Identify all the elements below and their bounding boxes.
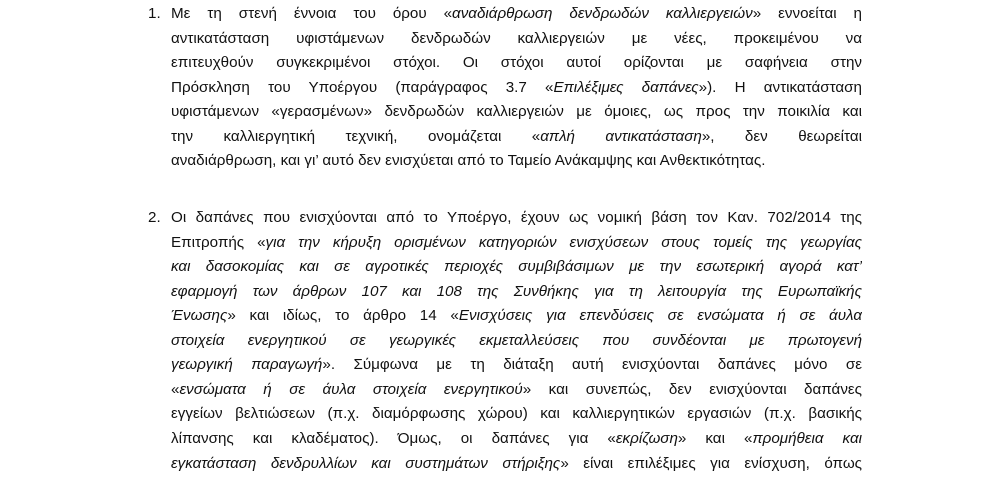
paragraph-line (171, 76, 862, 101)
text-run: επιτευχθούν συγκεκριμένοι στόχοι. Οι στόχοι αυτοί ορίζονται με σαφήνεια στην (171, 54, 862, 72)
text-run: ». Σύμφωνα με τη διάταξη αυτή ενισχύονται δαπάνες μόνο σε (322, 356, 862, 374)
paragraph-line (171, 378, 862, 403)
paragraph-line (171, 255, 862, 280)
text-run: « (171, 380, 180, 398)
text-run: » και συνεπώς, δεν ενισχύονται δαπάνες (522, 380, 862, 398)
paragraph-line (171, 51, 862, 76)
italic-text: εκρίζωση (615, 429, 678, 447)
italic-text: για την κήρυξη ορισμένων κατηγοριών ενισχύσεων στους τομείς της γεωργίας (265, 233, 862, 251)
paragraph-line (171, 2, 862, 27)
text-run: υφιστάμενων «γερασμένων» δενδρωδών καλλιεργειών με όμοιες, ως προς την ποικιλία και (171, 103, 862, 121)
text-run: » και ιδίως, το άρθρο 14 « (227, 307, 459, 325)
text-run: αναδιάρθρωση, και γι’ αυτό δεν ενισχύεται από το Ταμείο Ανάκαμψης και Ανθεκτικότητας. (171, 152, 766, 170)
text-run: εγγείων βελτιώσεων (π.χ. διαμόρφωσης χώρου) και καλλιεργητικών εργασιών (π.χ. βασικής (171, 405, 862, 423)
text-run: » είναι επιλέξιμες για ενίσχυση, όπως (560, 454, 862, 472)
paragraph-line (171, 427, 862, 452)
paragraph-line (171, 27, 862, 52)
paragraph-line (171, 149, 862, 174)
text-run: την καλλιεργητική τεχνική, ονομάζεται « (171, 127, 541, 145)
italic-text: εφαρμογή των άρθρων 107 και 108 της Συνθήκης για τη λειτουργία της Ευρωπαϊκής (171, 282, 862, 300)
italic-text: Ένωσης (171, 307, 228, 325)
text-run: Με τη στενή έννοια του όρου « (171, 5, 453, 22)
italic-text: αναδιάρθρωση δενδρωδών καλλιεργειών (452, 5, 753, 22)
italic-text: και δασοκομίας και σε αγροτικές περιοχές συμβιβάσιμων με την εσωτερική αγορά κατ’ (171, 258, 862, 276)
italic-text: Επιλέξιμες δαπάνες (553, 78, 699, 96)
paragraph-line (171, 329, 862, 354)
text-run: »). Η αντικατάσταση (698, 78, 862, 96)
paragraph-line (171, 231, 862, 256)
text-run: λίπανσης και κλαδέματος). Όμως, οι δαπάνες για « (171, 429, 616, 447)
italic-text: εγκατάσταση δενδρυλλίων και συστημάτων στήριξης (171, 454, 561, 472)
italic-text: στοιχεία ενεργητικού σε γεωργικές εκμεταλλεύσεις που συνδέονται με πρωτογενή (171, 331, 862, 349)
paragraph-line (171, 304, 862, 329)
paragraph-line (171, 353, 862, 378)
paragraph-line (171, 125, 862, 150)
paragraph-line (171, 280, 862, 305)
paragraph-line (171, 402, 862, 427)
paragraph-line (171, 100, 862, 125)
item-number: 2. (148, 209, 161, 226)
paragraph-line (171, 452, 862, 477)
italic-text: προμήθεια και (752, 429, 862, 447)
italic-text: απλή αντικατάσταση (540, 127, 702, 145)
text-run: Επιτροπής « (171, 233, 266, 251)
item-number: 1. (148, 5, 161, 22)
text-run: Οι δαπάνες που ενισχύονται από το Υποέργο, έχουν ως νομική βάση τον Καν. 702/2014 της (171, 209, 862, 226)
text-run: » και « (677, 429, 753, 447)
text-run: » εννοείται η (752, 5, 862, 22)
text-run: αντικατάσταση υφιστάμενων δενδρωδών καλλιεργειών με νέες, προκειμένου να (171, 29, 862, 47)
paragraph-line (171, 206, 862, 231)
italic-text: γεωργική παραγωγή (171, 356, 323, 374)
text-run: Πρόσκληση του Υποέργου (παράγραφος 3.7 « (171, 78, 554, 96)
text-run: », δεν θεωρείται (701, 127, 862, 145)
italic-text: ενσώματα ή σε άυλα στοιχεία ενεργητικού (179, 380, 523, 398)
italic-text: Ενισχύσεις για επενδύσεις σε ενσώματα ή σε άυλα (458, 307, 862, 325)
